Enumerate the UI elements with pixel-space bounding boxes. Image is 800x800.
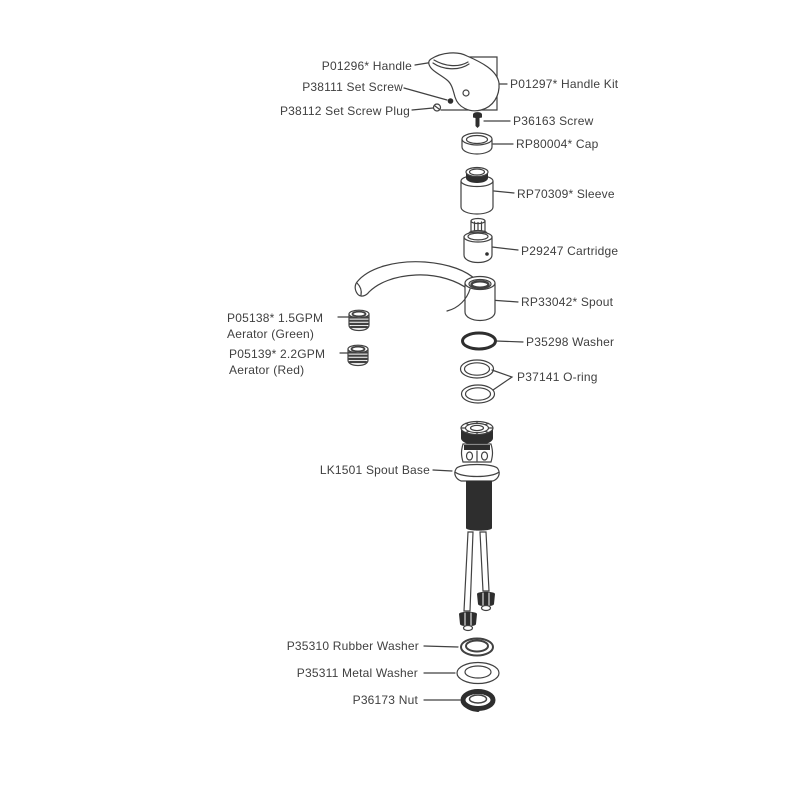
label-set-screw: P38111 Set Screw	[302, 80, 403, 94]
label-washer: P35298 Washer	[526, 335, 615, 349]
metal-washer-drawing	[457, 663, 499, 684]
rubber-washer-drawing	[461, 639, 493, 656]
label-handle: P01296* Handle	[321, 59, 412, 73]
screw-drawing	[473, 112, 482, 128]
spout-base-drawing	[455, 422, 499, 631]
cap-drawing	[462, 133, 492, 154]
label-sleeve: RP70309* Sleeve	[517, 187, 615, 201]
set-screw-plug-drawing	[434, 104, 441, 111]
aerator-green-drawing	[349, 310, 369, 330]
aerator-red-drawing	[348, 345, 368, 365]
oring-drawing	[461, 360, 495, 403]
label-aerator-green-line2: Aerator (Green)	[227, 327, 315, 341]
sleeve-drawing	[461, 168, 493, 215]
label-handle-kit: P01297* Handle Kit	[510, 77, 619, 91]
label-metal-washer: P35311 Metal Washer	[296, 666, 418, 680]
label-spout-base: LK1501 Spout Base	[319, 463, 430, 477]
label-aerator-red	[229, 346, 325, 378]
nut-drawing	[463, 692, 493, 711]
label-rubber-washer: P35310 Rubber Washer	[286, 639, 419, 653]
label-aerator-red-line2: Aerator (Red)	[229, 363, 305, 377]
label-spout: RP33042* Spout	[521, 295, 614, 309]
label-screw: P36163 Screw	[513, 114, 594, 128]
set-screw-drawing	[448, 98, 454, 104]
label-cap: RP80004* Cap	[516, 137, 599, 151]
cartridge-drawing	[464, 219, 492, 263]
label-aerator-red-line1: P05139* 2.2GPM	[229, 347, 326, 361]
label-aerator-green	[227, 310, 323, 342]
label-nut: P36173 Nut	[352, 693, 418, 707]
label-set-screw-plug: P38112 Set Screw Plug	[279, 104, 410, 118]
washer-drawing	[463, 333, 496, 349]
label-aerator-green-line1: P05138* 1.5GPM	[227, 311, 324, 325]
leader-lines	[338, 61, 523, 700]
label-oring: P37141 O-ring	[517, 370, 598, 384]
handle-drawing	[429, 53, 499, 111]
spout-drawing	[355, 262, 495, 321]
label-cartridge: P29247 Cartridge	[521, 244, 619, 258]
